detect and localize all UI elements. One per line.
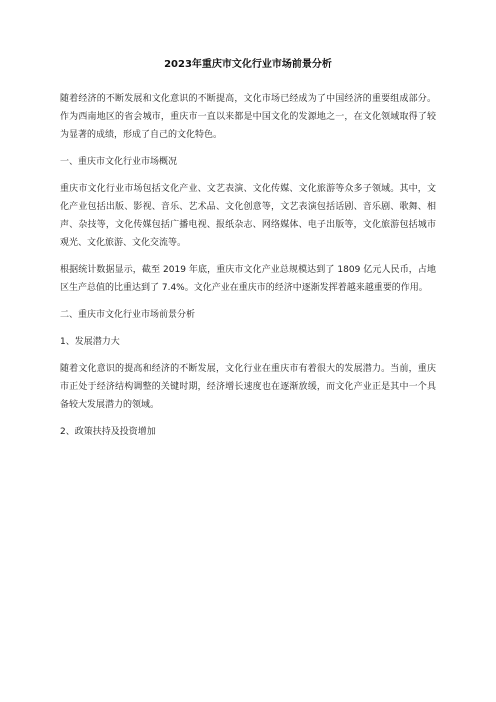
statistics-paragraph: 根据统计数据显示，截至 2019 年底，重庆市文化产业总规模达到了 1809 亿元人民币，占地区生产总值的比重达到了 7.4%。文化产业在重庆市的经济中逐渐发挥着越来越重要的作用。 <box>60 265 436 293</box>
subheading-potential: 1、发展潜力大 <box>60 337 120 347</box>
intro-paragraph: 随着经济的不断发展和文化意识的不断提高，文化市场已经成为了中国经济的重要组成部分。作为西南地区的省会城市，重庆市一直以来都是中国文化的发源地之一，在文化领域取得了较为显著的成绩，形成了自己的文化特色。 <box>60 94 436 140</box>
potential-paragraph: 随着文化意识的提高和经济的不断发展，文化行业在重庆市有着很大的发展潜力。当前，重庆市正处于经济结构调整的关键时期，经济增长速度也在逐渐放缓，而文化产业正是其中一个具备较大发展潜力的领域。 <box>60 364 436 410</box>
document-title: 2023年重庆市文化行业市场前景分析 <box>164 59 332 70</box>
section-heading-overview: 一、重庆市文化行业市场概况 <box>60 157 178 167</box>
section-heading-prospects: 二、重庆市文化行业市场前景分析 <box>60 310 196 320</box>
subheading-policy: 2、政策扶持及投资增加 <box>60 427 156 437</box>
overview-paragraph: 重庆市文化行业市场包括文化产业、文艺表演、文化传媒、文化旅游等众多子领域。其中，文化产业包括出版、影视、音乐、艺术品、文化创意等，文艺表演包括话剧、音乐剧、歌舞、相声、杂技等，文化传媒包括广播电视、报纸杂志、网络媒体、电子出版等，文化旅游包括城市观光、文化旅游、文化交流等。 <box>60 184 436 248</box>
